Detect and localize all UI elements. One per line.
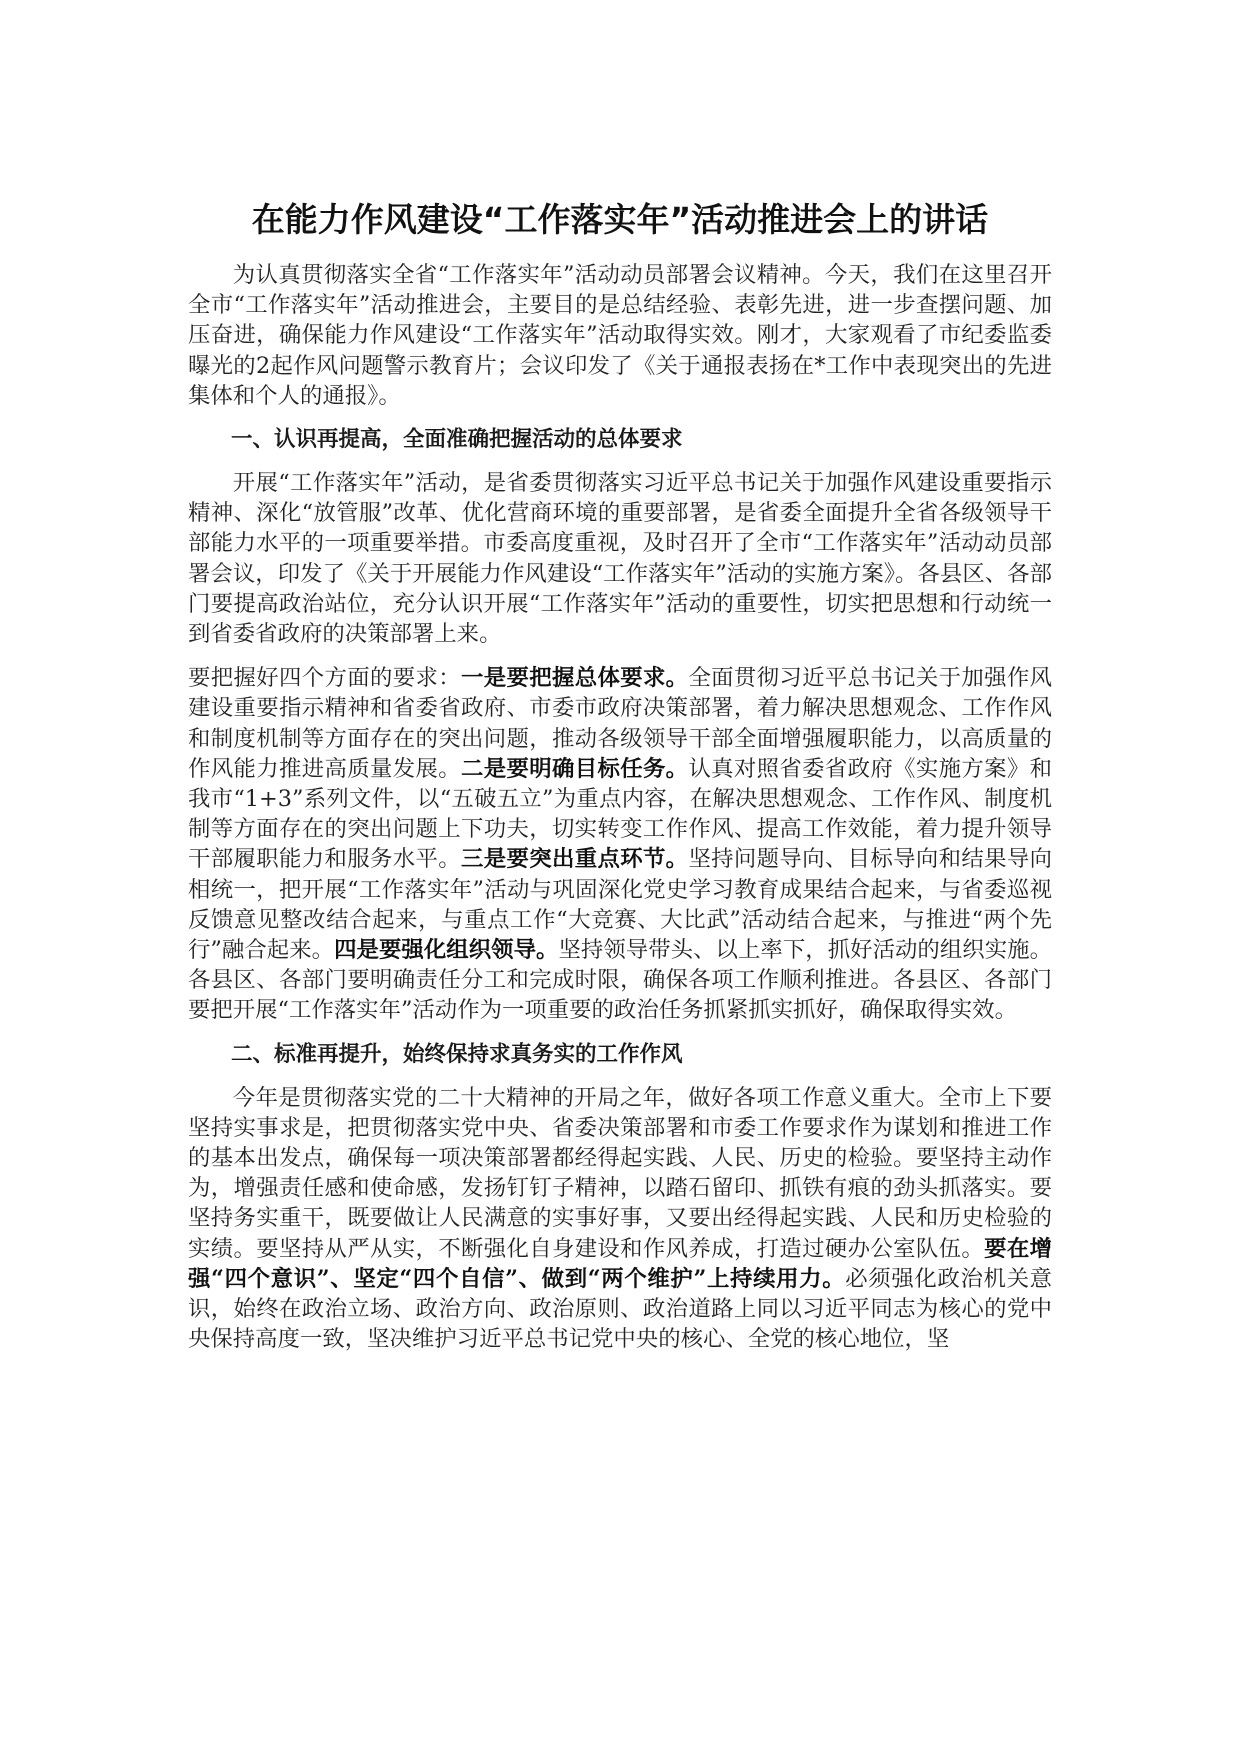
- section-2-text-1: 今年是贯彻落实党的二十大精神的开局之年，做好各项工作意义重大。全市上下要坚持实事求是，把贯彻落实党中央、省委决策部署和市委工作要求作为谋划和推进工作的基本出发点，确保每一项决策部署都经得起实践、人民、历史的检验。要坚持主动作为，增强责任感和使命感，发扬钉钉子精神，以踏石留印、抓铁有痕的劲头抓落实。要坚持务实重干，既要做让人民满意的实事好事，又要出经得起实践、人民和历史检验的实绩。要坚持从严从实，不断强化自身建设和作风养成，打造过硬办公室队伍。: [188, 1084, 1052, 1262]
- requirement-2-title: 二是要明确目标任务。: [460, 755, 689, 782]
- section-2-heading: 二、标准再提升，始终保持求真务实的工作作风: [231, 1041, 683, 1067]
- requirement-2-text: 认真对照省委省政府《实施方案》和我市“1+3”系列文件，以“五破五立”为重点内容，在解决思想观念、工作作风、制度机制等方面存在的突出问题上下功夫，切实转变工作作风、提高工作效能，着力提升领导干部履职能力和服务水平。: [188, 755, 1053, 873]
- requirement-3-title: 三是要突出重点环节。: [460, 846, 689, 873]
- requirement-3-text: 坚持问题导向、目标导向和结果导向相统一，把开展“工作落实年”活动与巩固深化党史学习教育成果结合起来，与省委巡视反馈意见整改结合起来，与重点工作“大竞赛、大比武”活动结合起来，与推进“两个先行”融合起来。: [188, 846, 1053, 964]
- requirement-1-title: 一是要把握总体要求。: [460, 665, 689, 692]
- requirement-4-title: 四是要强化组织领导。: [334, 937, 559, 964]
- intro-paragraph: 为认真贯彻落实全省“工作落实年”活动动员部署会议精神。今天，我们在这里召开全市“工作落实年”活动推进会，主要目的是总结经验、表彰先进，进一步查摆问题、加压奋进，确保能力作风建设“工作落实年”活动取得实效。刚才，大家观看了市纪委监委曝光的2起作风问题警示教育片；会议印发了《关于通报表扬在*工作中表现突出的先进集体和个人的通报》。: [188, 262, 1052, 409]
- document-body: [188, 198, 1052, 1355]
- section-1-paragraph-1: 开展“工作落实年”活动，是省委贯彻落实习近平总书记关于加强作风建设重要指示精神、深化“放管服”改革、优化营商环境的重要部署，是省委全面提升全省各级领导干部能力水平的一项重要举措。市委高度重视，及时召开了全市“工作落实年”活动动员部署会议，印发了《关于开展能力作风建设“工作落实年”活动的实施方案》。各县区、各部门要提高政治站位，充分认识开展“工作落实年”活动的重要性，切实把思想和行动统一到省委省政府的决策部署上来。: [188, 470, 1052, 648]
- requirements-lead: 要把握好四个方面的要求：: [188, 665, 461, 692]
- section-2-text-2: 必须强化政治机关意识，始终在政治立场、政治方向、政治原则、政治道路上同以习近平同志为核心的党中央保持高度一致，坚决维护习近平总书记党中央的核心、全党的核心地位，坚: [188, 1265, 1052, 1353]
- section-2-bold-1: 要在增强“四个意识”、坚定“四个自信”、做到“两个维护”上持续用力。: [188, 1235, 1053, 1292]
- section-2-paragraph-1: [188, 1083, 1052, 1355]
- section-1-heading: 一、认识再提高，全面准确把握活动的总体要求: [231, 427, 683, 453]
- requirement-4-text: 坚持领导带头、以上率下，抓好活动的组织实施。各县区、各部门要明确责任分工和完成时限，确保各项工作顺利推进。各县区、各部门要把开展“工作落实年”活动作为一项重要的政治任务抓紧抓实抓好，确保取得实效。: [188, 937, 1053, 1024]
- document-title: 在能力作风建设“工作落实年”活动推进会上的讲话: [251, 200, 989, 239]
- section-1-paragraph-2: [188, 663, 1052, 1025]
- requirement-1-text: 全面贯彻习近平总书记关于加强作风建设重要指示精神和省委省政府、市委市政府决策部署，着力解决思想观念、工作作风和制度机制等方面存在的突出问题，推动各级领导干部全面增强履职能力，以高质量的作风能力推进高质量发展。: [188, 665, 1053, 782]
